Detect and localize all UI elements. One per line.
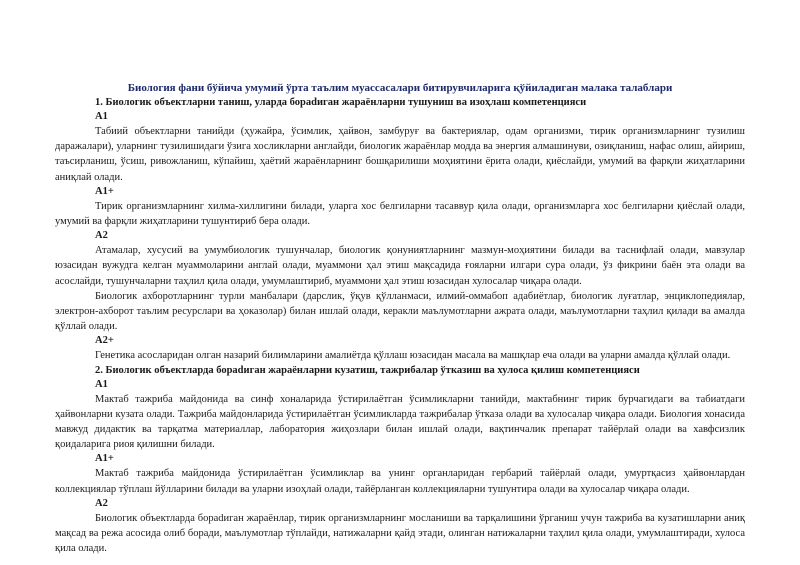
document-title: Биология фани бўйича умумий ўрта таълим муассасалари битирувчиларига қўйиладиган малака талаблари [127,82,673,94]
level-label: A2 [95,497,108,509]
level-label: A2+ [95,335,114,347]
paragraph: Биологик ахборотларнинг турли манбалари (дарслик, ўқув қўлланмаси, илмий-оммабоп адабиётлар, биологик луғатлар, энциклопедиялар, электрон-ахборот таълим ресурслари ва ҳоказолар) билан ишлай олади, керакли маълумотларни ажрата олади, маълумотларни таҳлил қилади ва амалда қўллай олади. [55,290,745,333]
level-label: A2 [95,230,108,242]
section-2 [55,364,745,557]
paragraph: Табиий объектларни танийди (ҳужайра, ўсимлик, ҳайвон, замбуруғ ва бактериялар, одам организми, тирик организмларнинг тузилиш даражалари), уларнинг тузилишидаги ўзига хосликларни англайди, биологик жараёнлар модда ва энергия алмашинуви, озиқланиш, нафас олиш, айириш, таъсирланиш, ўсиш, ривожланиш, кўпайиш, ҳаётий жараёнларнинг бошқарилиши моҳиятини ёритa олади, қиёслайди, умумий ва фарқли жиҳатларини аниқлай олади. [55,126,745,183]
level-label: A1 [95,111,108,122]
level-label: A1 [95,378,108,390]
level-label: A1+ [95,453,114,465]
paragraph: Мактаб тажриба майдонида ўстирилаётган ўсимликлар ва унинг органларидан гербарий тайёрлай олади, умуртқасиз ҳайвонлардан коллекциялар тўплаш йўлларини билади ва уларни изоҳлай олади, тайёрланган коллекцияларни тушунтира олади ва хулосалар чиқара олади. [55,468,745,495]
section-heading: 2. Биологик объектларда бораdиган жараёнларни кузатиш, тажрибалар ўтказиш ва хулоса қилиш компетенцияси [95,364,640,376]
paragraph: Генетика асосларидан олган назарий билимларини амалиётда қўллаш юзасидан масала ва машқлар еча олади ва уларни амалда қўллай олади. [95,350,731,362]
level-label: A1+ [95,185,114,197]
paragraph: Атамалар, хусусий ва умумбиологик тушунчалар, биологик қонуниятларнинг мазмун-моҳиятини билади ва таснифлай олади, мавзулар юзасидан вужудга келган муаммоларини англай олади, муаммони ҳал этиш мақсадида ғояларни илгари сура олади, ўз фикрини баён эта олади ва асослайди, тушунчаларни таҳлил қила олади, умумлаштириб, муаммони ҳал этиш юзасидан хулосалар чиқара олади. [55,245,745,287]
section-heading: 1. Биологик объектларни таниш, уларда бораdиган жараёнларни тушуниш ва изоҳлаш компетенцияси [95,97,587,108]
section-1 [55,96,745,364]
paragraph: Биологик объектларда бораdиган жараёнлар, тирик организмларнинг мосланиши ва тарқалишини ўрганиш учун тажриба ва кузатишларни аниқ мақсад ва режа асосида олиб боради, маълумотлар тўплайди, натижаларни қайд этади, олинган натижаларни таҳлил қила олади, умумлаштиради, хулоса қила олади. [55,512,745,555]
paragraph: Тирик организмларнинг хилма-хиллигини билади, уларга хос белгиларни тасаввур қила олади, организмларга хос белгиларни қиёслай олади, умумий ва фарқли жиҳатларини тушунтириб бера олади. [55,200,745,228]
paragraph: Мактаб тажриба майдонида ва синф хоналарида ўстирилаётган ўсимликларни танийди, мактабнинг тирик бурчагидаги ва табиатдаги ҳайвонларни кузата олади. Тажриба майдонларида ўстирилаётган ўсимликларда тажрибалар ўтказа олади ва хулосалар чиқара олади. Биология хонасида мавжуд дидактик ва тарқатма материаллар, лаборатория жиҳозлари билан ишлай олади, вақтинчалик препарат тайёрлай олади ва хавфсизлик қоидаларига риоя қилишни билади. [55,393,745,451]
